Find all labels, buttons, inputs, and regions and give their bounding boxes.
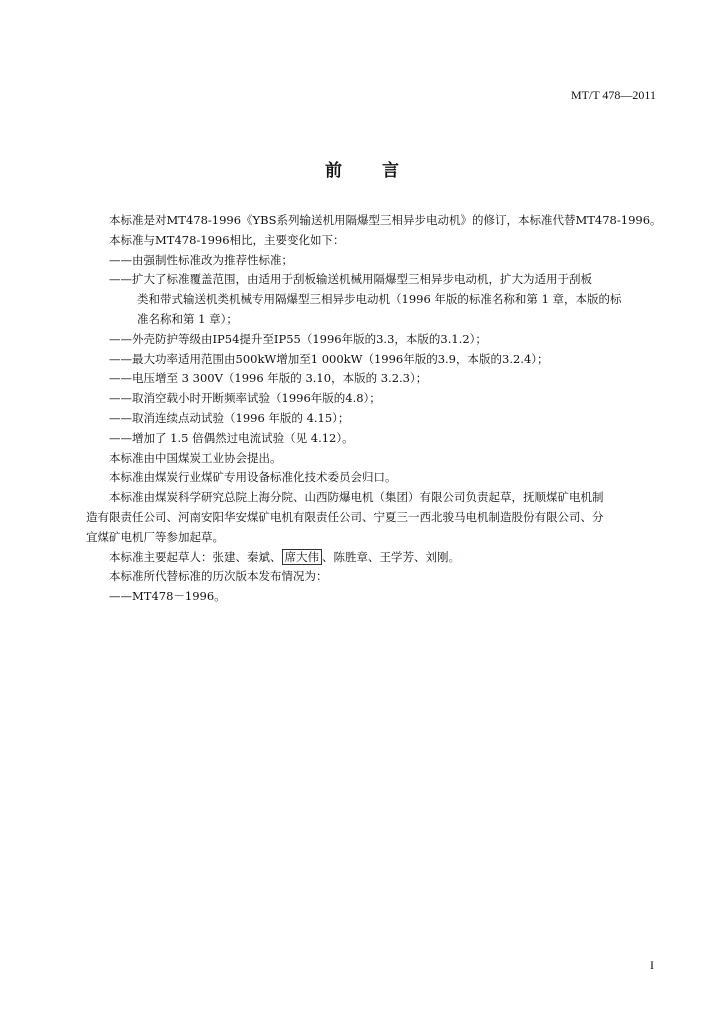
title-char-2: 言	[382, 161, 399, 181]
title-char-1: 前	[325, 161, 342, 181]
standard-code: MT/T 478—2011	[570, 88, 656, 102]
change-item: ——电压增至 3 300V（1996 年版的 3.10，本版的 3.2.3）；	[109, 371, 428, 386]
change-item-continued: 类和带式输送机类机械专用隔爆型三相异步电动机（1996 年版的标准名称和第 1 章，本版的标	[137, 292, 622, 307]
change-item: ——取消空载小时开断频率试验（1996年版的4.8）；	[109, 391, 381, 406]
paragraph-drafting-orgs-cont: 宜煤矿电机厂等参加起草。	[86, 529, 224, 544]
paragraph-drafting-orgs-cont: 造有限责任公司、河南安阳华安煤矿电机有限责任公司、宁夏三一西北骏马电机制造股份有限公司、分	[86, 509, 604, 524]
paragraph-drafters	[88, 548, 660, 568]
change-item: ——由强制性标准改为推荐性标准；	[109, 252, 293, 267]
change-item: ——取消连续点动试验（1996 年版的 4.15）；	[109, 410, 350, 425]
drafters-prefix: 本标准主要起草人：张建、秦斌、	[109, 549, 282, 564]
paragraph-revision: 本标准是对MT478-1996《YBS系列输送机用隔爆型三相异步电动机》的修订，本标准代替MT478-1996。	[109, 213, 662, 227]
change-item: ——扩大了标准覆盖范围，由适用于刮板输送机械用隔爆型三相异步电动机，扩大为适用于刮板	[109, 272, 592, 287]
foreword-body	[88, 211, 660, 607]
paragraph-proposer: 本标准由中国煤炭工业协会提出。	[109, 450, 282, 465]
change-item: ——增加了 1.5 倍偶然过电流试验（见 4.12）。	[109, 430, 354, 445]
history-item: ——MT478－1996。	[109, 589, 226, 604]
change-item: ——外壳防护等级由IP54提升至IP55（1996年版的3.3，本版的3.1.2）；	[109, 331, 487, 346]
change-item-continued: 准名称和第 1 章）；	[137, 311, 238, 326]
paragraph-history: 本标准所代替标准的历次版本发布情况为：	[109, 569, 328, 584]
drafters-suffix: 、陈胜章、王学芳、刘刚	[322, 549, 449, 564]
drafter-highlighted: 席大伟	[282, 549, 323, 565]
page-number: I	[650, 958, 654, 972]
drafters-end: 。	[448, 549, 460, 564]
change-item: ——最大功率适用范围由500kW增加至1 000kW（1996年版的3.9，本版的3.2.4）；	[109, 351, 549, 366]
page-title	[0, 156, 724, 181]
paragraph-changes-intro: 本标准与MT478-1996相比，主要变化如下：	[109, 232, 345, 247]
paragraph-committee: 本标准由煤炭行业煤矿专用设备标准化技术委员会归口。	[109, 470, 397, 485]
paragraph-drafting-orgs: 本标准由煤炭科学研究总院上海分院、山西防爆电机（集团）有限公司负责起草，抚顺煤矿电机制	[109, 490, 604, 505]
